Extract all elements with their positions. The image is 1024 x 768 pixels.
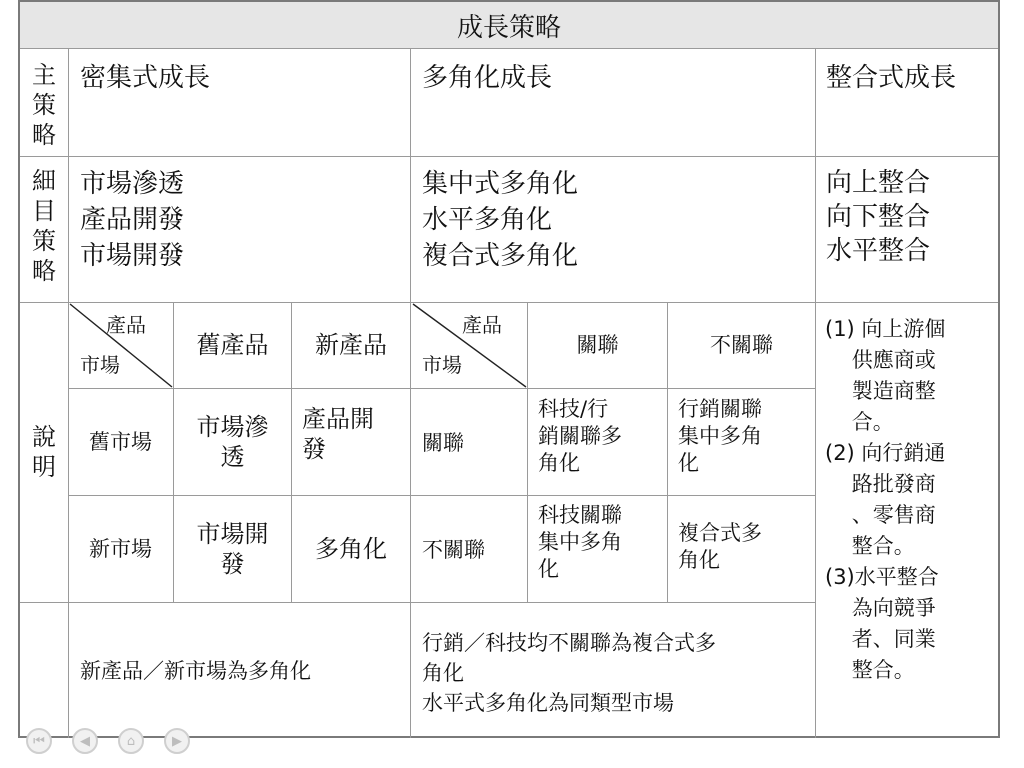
corner-market-label: 市場: [80, 353, 120, 377]
cell-tech-related: 科技關聯 集中多角 化: [538, 503, 622, 581]
strategy-table: [18, 0, 1000, 738]
row-label-detail: 細 目 策 略: [32, 167, 56, 285]
nav-prev-button[interactable]: ◀: [72, 728, 98, 754]
cell-conglomerate: 複合式多 角化: [678, 521, 762, 572]
nav-first-button[interactable]: ⏮: [26, 728, 52, 754]
note-diversification: 行銷／科技均不關聯為複合式多 角化 水平式多角化為同類型市場: [422, 631, 716, 715]
note-intensive: 新產品／新市場為多角化: [80, 659, 311, 683]
col-old-product: 舊產品: [196, 331, 269, 359]
table-title: 成長策略: [20, 2, 998, 49]
cell-market-penetration: 市場滲 透: [196, 413, 269, 471]
row-unrelated: 不關聯: [422, 538, 485, 562]
col-new-product: 新產品: [315, 331, 387, 359]
col-related: 關聯: [576, 332, 619, 357]
nav-next-button[interactable]: ▶: [164, 728, 190, 754]
nav-home-button[interactable]: ⌂: [118, 728, 144, 754]
row-old-market: 舊市場: [89, 429, 152, 454]
cell-product-development: 產品開 發: [302, 405, 374, 463]
row-label-explain: 說 明: [32, 423, 56, 481]
main-integration: 整合式成長: [826, 63, 957, 93]
row-label-main: 主 策 略: [32, 61, 56, 149]
corner-product-label-2: 產品: [462, 313, 502, 337]
col-unrelated: 不關聯: [710, 332, 773, 357]
cell-tech-marketing-related: 科技/行 銷關聯多 角化: [538, 397, 622, 475]
row-new-market: 新市場: [89, 536, 152, 561]
detail-integration: 向上整合 向下整合 水平整合: [826, 168, 931, 266]
integration-notes: (1) 向上游個 供應商或 製造商整 合。 (2) 向行銷通 路批發商 、零售商 整合。 (3)水平整合 為向競爭 者、同業 整合。: [825, 317, 946, 682]
cell-marketing-related: 行銷關聯 集中多角 化: [678, 397, 762, 475]
cell-diversification: 多角化: [315, 535, 387, 563]
detail-intensive: 市場滲透 產品開發 市場開發: [80, 169, 185, 271]
row-related: 關聯: [422, 431, 464, 455]
detail-diversification: 集中式多角化 水平多角化 複合式多角化: [422, 169, 579, 271]
corner-product-label: 產品: [106, 313, 146, 337]
main-intensive: 密集式成長: [80, 63, 211, 93]
corner-market-label-2: 市場: [422, 353, 462, 377]
cell-market-development: 市場開 發: [196, 520, 269, 578]
main-diversification: 多角化成長: [422, 63, 553, 93]
